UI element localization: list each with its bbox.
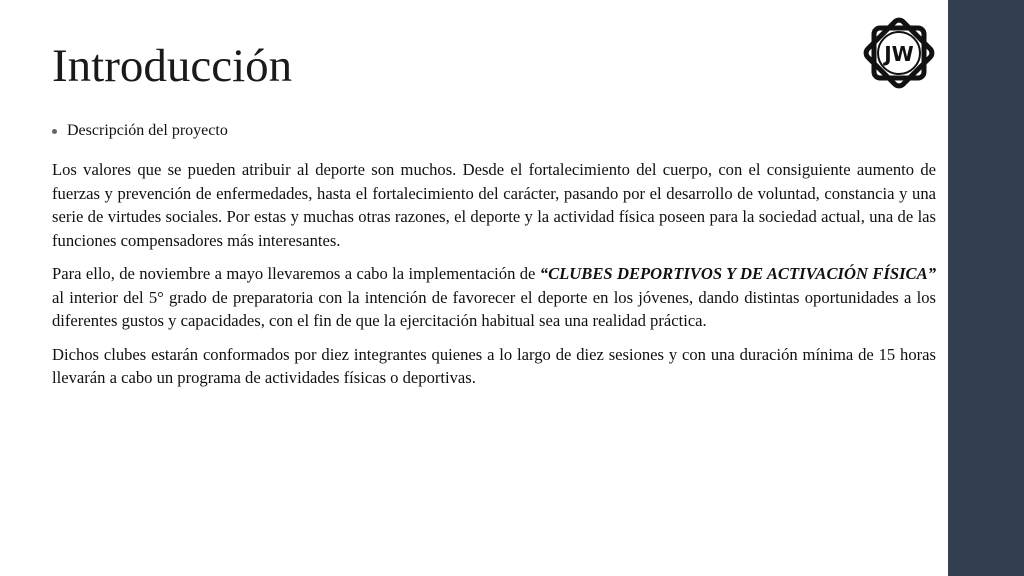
- slide-title: Introducción: [52, 40, 293, 92]
- bullet-item: [52, 120, 228, 142]
- paragraph-2: [52, 262, 936, 333]
- bullet-label: Descripción del proyecto: [67, 122, 228, 139]
- logo: [856, 10, 942, 96]
- paragraph-3: Dichos clubes estarán conformados por diez integrantes quienes a lo largo de diez sesiones y con una duración mínima de 15 horas llevarán a cabo un programa de actividades físicas o deportivas.: [52, 344, 936, 387]
- paragraph-2-emphasis: “CLUBES DEPORTIVOS Y DE ACTIVACIÓN FÍSICA”: [539, 264, 936, 283]
- bullet-dot-icon: [52, 129, 57, 134]
- paragraph-1: Los valores que se pueden atribuir al deporte son muchos. Desde el fortalecimiento del cuerpo, con el consiguiente aumento de fuerzas y prevención de enfermedades, hasta el fortalecimiento del carácter, pasando por el desarrollo de voluntad, constancia y una serie de virtudes sociales. Por estas y muchas otras razones, el deporte y la actividad física poseen para la sociedad actual, una de las funciones compensadores más interesantes.: [52, 160, 936, 250]
- body-text: [52, 158, 936, 400]
- paragraph-2-rest: al interior del 5° grado de preparatoria con la intención de favorecer el deporte en los jóvenes, dando distintas oportunidades a los diferentes gustos y capacidades, con el fin de que la ejercitación habitual sea una realidad práctica.: [52, 287, 936, 330]
- logo-text: JW: [884, 42, 914, 66]
- paragraph-2-intro: Para ello, de noviembre a mayo llevaremos a cabo la implementación de: [52, 264, 540, 283]
- sidebar-bar: [948, 0, 1024, 576]
